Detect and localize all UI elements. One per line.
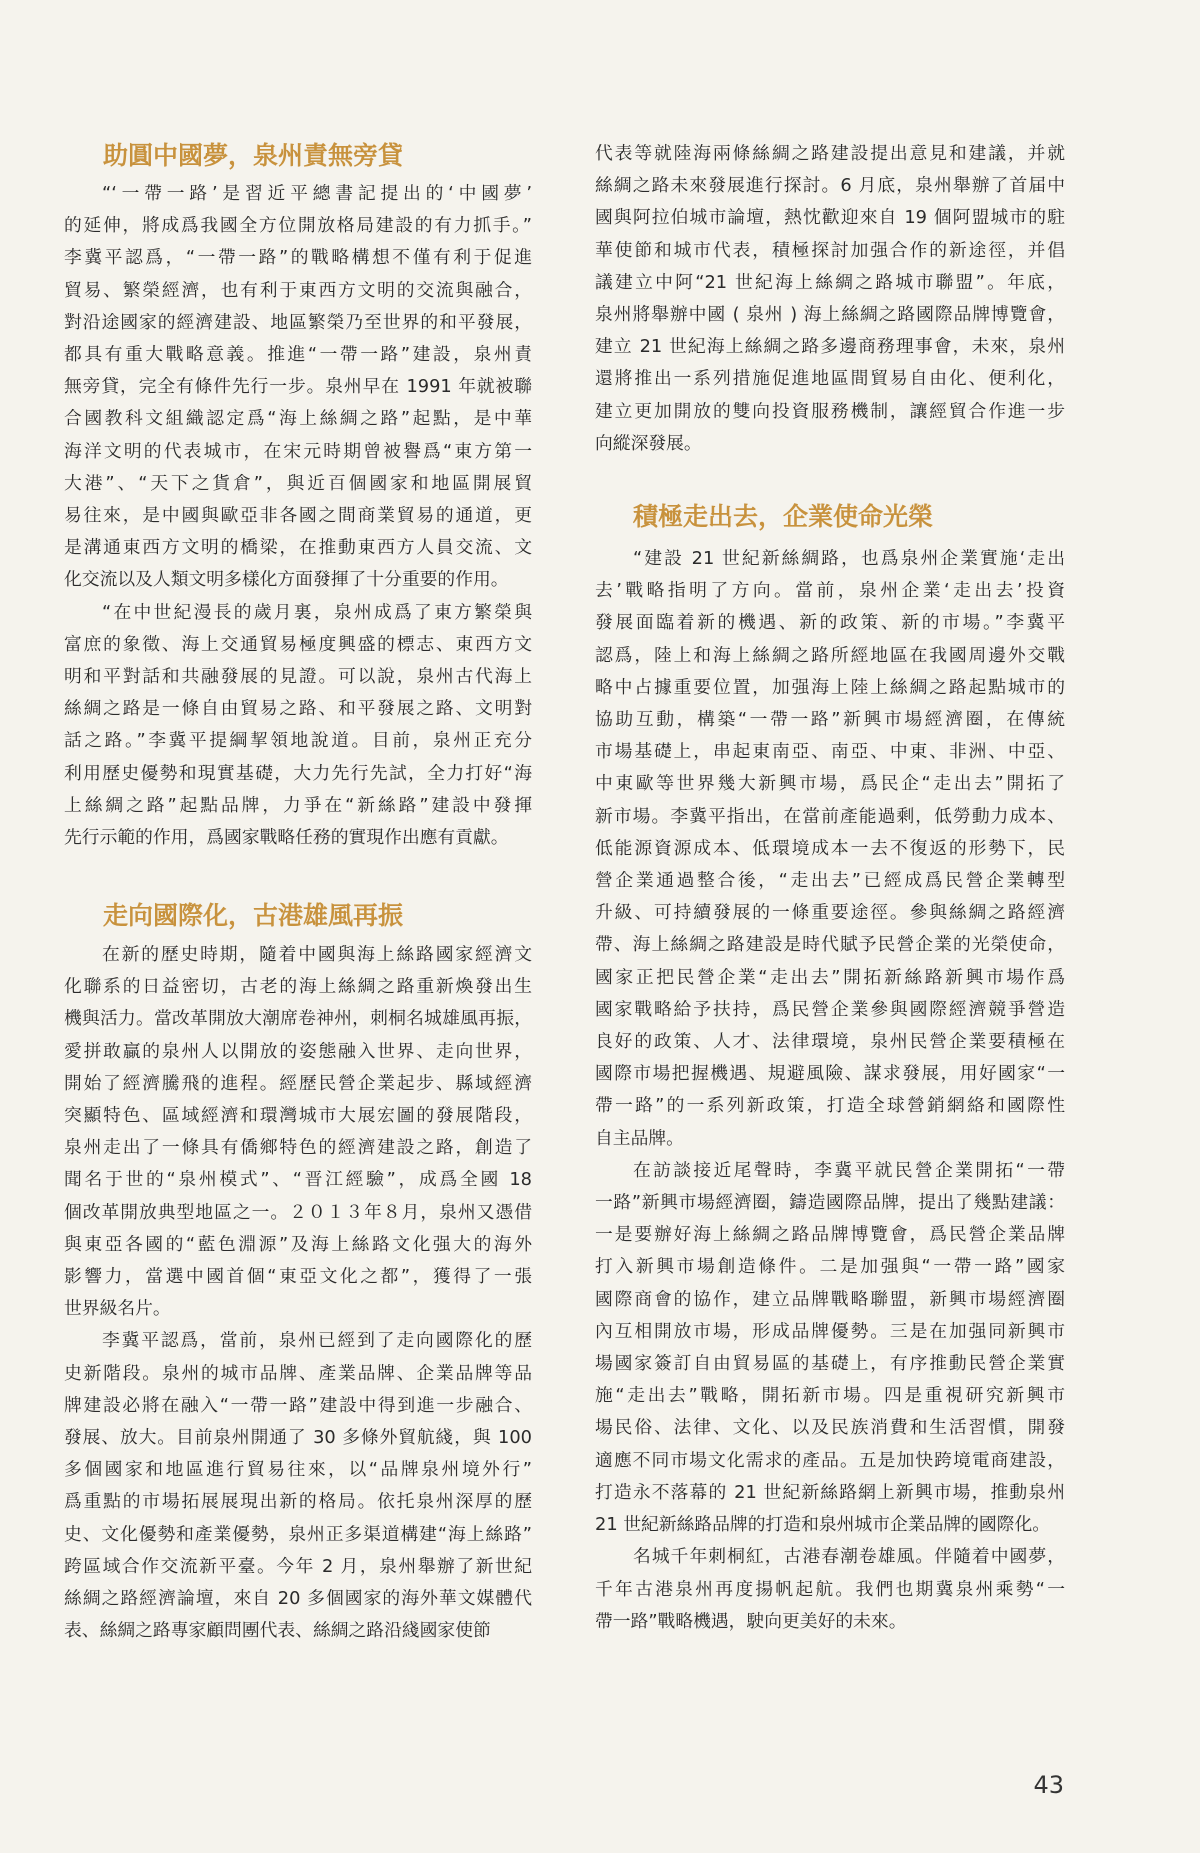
paragraph (595, 138, 1065, 460)
text-line: 愛拼敢贏的泉州人以開放的姿態融入世界、走向世界， (64, 1040, 532, 1062)
text-line: 的延伸，將成爲我國全方位開放格局建設的有力抓手。” (64, 215, 532, 237)
text-line: 升級、可持續發展的一條重要途徑。參與絲綢之路經濟 (595, 902, 1065, 924)
text-line: 華使節和城市代表，積極探討加强合作的新途徑，并倡 (595, 239, 1065, 261)
text-line: 千年古港泉州再度揚帆起航。我們也期冀泉州乘勢“一 (595, 1578, 1065, 1600)
paragraph (595, 1541, 1065, 1638)
text-line: 國際商會的協作，建立品牌戰略聯盟，新興市場經濟圈 (595, 1288, 1065, 1310)
text-line: 自主品牌。 (595, 1127, 684, 1149)
text-line: 營企業通過整合後，“走出去”已經成爲民營企業轉型 (595, 870, 1065, 892)
text-line: 良好的政策、人才、法律環境，泉州民營企業要積極在 (595, 1031, 1065, 1053)
text-line: 世界級名片。 (64, 1298, 171, 1320)
text-line: 建立更加開放的雙向投資服務機制，讓經貿合作進一步 (595, 400, 1065, 422)
text-line: 略中占據重要位置，加强海上陸上絲綢之路起點城市的 (595, 676, 1065, 698)
text-line: 在訪談接近尾聲時，李冀平就民營企業開拓“一帶 (633, 1159, 1065, 1181)
section-heading-1: 助圓中國夢，泉州責無旁貸 (103, 141, 404, 170)
text-line: 上絲綢之路”起點品牌，力爭在“新絲路”建設中發揮 (64, 794, 532, 816)
text-line: 泉州走出了一條具有僑鄉特色的經濟建設之路，創造了 (64, 1137, 532, 1159)
text-line: 史、文化優勢和產業優勢，泉州正多渠道構建“海上絲路” (64, 1523, 532, 1545)
paragraph (64, 178, 532, 597)
paragraph (595, 543, 1065, 1155)
text-line: 一路”新興市場經濟圈，鑄造國際品牌，提出了幾點建議： (595, 1192, 1065, 1214)
text-line: 多個國家和地區進行貿易往來，以“品牌泉州境外行” (64, 1459, 532, 1481)
text-line: 在新的歷史時期，隨着中國與海上絲路國家經濟文 (102, 944, 532, 965)
text-line: 去’戰略指明了方向。當前，泉州企業‘走出去’投資 (595, 580, 1065, 602)
text-line: 李冀平認爲，當前，泉州已經到了走向國際化的歷 (102, 1330, 532, 1352)
text-line: 帶、海上絲綢之路建設是時代賦予民營企業的光榮使命， (595, 934, 1065, 956)
text-line: “在中世紀漫長的歲月裏，泉州成爲了東方繁榮與 (102, 601, 532, 623)
text-line: 表、絲綢之路專家顧問團代表、絲綢之路沿綫國家使節 (64, 1620, 491, 1642)
right-column (595, 0, 1065, 1700)
text-line: 認爲，陸上和海上絲綢之路所經地區在我國周邊外交戰 (595, 644, 1065, 666)
text-line: 先行示範的作用，爲國家戰略任務的實現作出應有貢獻。 (64, 827, 509, 849)
text-line: 打入新興市場創造條件。二是加强與“一帶一路”國家 (595, 1256, 1065, 1278)
text-line: 中東歐等世界幾大新興市場，爲民企“走出去”開拓了 (595, 773, 1065, 795)
text-line: 施“走出去”戰略，開拓新市場。四是重視研究新興市 (595, 1385, 1065, 1407)
section-body-3 (595, 543, 1065, 1638)
text-line: 國與阿拉伯城市論壇，熱忱歡迎來自 19 個阿盟城市的駐 (595, 207, 1065, 229)
text-line: 場國家簽訂自由貿易區的基礎上，有序推動民營企業實 (595, 1353, 1065, 1375)
text-line: 化聯系的日益密切，古老的海上絲綢之路重新煥發出生 (64, 976, 532, 998)
text-line: 跨區域合作交流新平臺。今年 2 月，泉州舉辦了新世紀 (64, 1555, 532, 1577)
text-line: 場民俗、法律、文化、以及民族消費和生活習慣，開發 (595, 1417, 1065, 1439)
text-line: 海洋文明的代表城市，在宋元時期曾被譽爲“東方第一 (64, 440, 532, 462)
text-line: 一是要辦好海上絲綢之路品牌博覽會，爲民營企業品牌 (595, 1224, 1065, 1246)
page-number: 43 (1033, 1771, 1064, 1799)
text-line: 發展、放大。目前泉州開通了 30 多條外貿航綫，與 100 (64, 1427, 532, 1449)
text-line: 史新階段。泉州的城市品牌、產業品牌、企業品牌等品 (64, 1362, 532, 1384)
left-column (64, 0, 532, 1700)
text-line: 無旁貸，完全有條件先行一步。泉州早在 1991 年就被聯 (64, 376, 532, 398)
text-line: 新市場。李冀平指出，在當前產能過剩，低勞動力成本、 (595, 805, 1065, 827)
text-line: 絲綢之路未來發展進行探討。6 月底，泉州舉辦了首届中 (595, 175, 1065, 197)
text-line: 大港”、“天下之貨倉”，與近百個國家和地區開展貿 (64, 472, 532, 494)
text-line: 絲綢之路經濟論壇，來自 20 多個國家的海外華文媒體代 (64, 1588, 532, 1610)
text-line: 影響力，當選中國首個“東亞文化之都”，獲得了一張 (64, 1266, 532, 1288)
text-line: 都具有重大戰略意義。推進“一帶一路”建設，泉州責 (64, 344, 532, 366)
text-line: 利用歷史優勢和現實基礎，大力先行先試，全力打好“海 (64, 762, 532, 784)
section-heading-2: 走向國際化，古港雄風再振 (103, 901, 404, 930)
text-line: 貿易、繁榮經濟，也有利于東西方文明的交流與融合， (64, 279, 532, 301)
continued-body (595, 138, 1065, 460)
text-line: 合國教科文組織認定爲“海上絲綢之路”起點，是中華 (64, 408, 532, 430)
text-line: 與東亞各國的“藍色淵源”及海上絲路文化强大的海外 (64, 1233, 532, 1255)
paragraph (595, 1155, 1065, 1541)
text-line: 易往來，是中國與歐亞非各國之間商業貿易的通道，更 (64, 505, 532, 527)
text-line: 聞名于世的“泉州模式”、“晋江經驗”，成爲全國 18 (64, 1169, 532, 1191)
text-line: 適應不同市場文化需求的產品。五是加快跨境電商建設， (595, 1449, 1065, 1471)
text-line: 化交流以及人類文明多樣化方面發揮了十分重要的作用。 (64, 569, 509, 591)
text-line: 國際市場把握機遇、規避風險、謀求發展，用好國家“一 (595, 1063, 1065, 1085)
text-line: 絲綢之路是一條自由貿易之路、和平發展之路、文明對 (64, 698, 532, 720)
text-line: 建立 21 世紀海上絲綢之路多邊商務理事會，未來，泉州 (595, 336, 1065, 358)
text-line: 爲重點的市場拓展展現出新的格局。依托泉州深厚的歷 (64, 1491, 532, 1513)
text-line: 低能源資源成本、低環境成本一去不復返的形勢下，民 (595, 837, 1065, 859)
text-line: 突顯特色、區域經濟和環灣城市大展宏圖的發展階段， (64, 1105, 532, 1127)
text-line: 帶一路”戰略機遇，駛向更美好的未來。 (595, 1610, 907, 1632)
text-line: 富庶的象徵、海上交通貿易極度興盛的標志、東西方文 (64, 633, 532, 655)
text-line: 代表等就陸海兩條絲綢之路建設提出意見和建議，并就 (595, 143, 1065, 164)
paragraph (64, 939, 532, 1325)
section-body-2 (64, 939, 532, 1647)
text-line: 對沿途國家的經濟建設、地區繁榮乃至世界的和平發展， (64, 311, 532, 333)
paragraph (64, 597, 532, 855)
text-line: 國家正把民營企業“走出去”開拓新絲路新興市場作爲 (595, 966, 1065, 988)
text-line: 向縱深發展。 (595, 432, 702, 454)
text-line: 還將推出一系列措施促進地區間貿易自由化、便利化， (595, 368, 1065, 390)
text-line: 開始了經濟騰飛的進程。經歷民營企業起步、縣域經濟 (64, 1072, 532, 1094)
text-line: 打造永不落幕的 21 世紀新絲路網上新興市場，推動泉州 (595, 1481, 1065, 1503)
text-line: 是溝通東西方文明的橋梁，在推動東西方人員交流、文 (64, 537, 532, 559)
text-line: “建設 21 世紀新絲綢路，也爲泉州企業實施‘走出 (633, 548, 1065, 569)
section-heading-3: 積極走出去，企業使命光榮 (633, 502, 934, 531)
text-line: 發展面臨着新的機遇、新的政策、新的市場。”李冀平 (595, 612, 1065, 634)
text-line: 個改革開放典型地區之一。２０１３年８月，泉州又憑借 (64, 1201, 532, 1223)
text-line: “‘一帶一路’是習近平總書記提出的‘中國夢’ (102, 183, 532, 204)
text-line: 名城千年刺桐紅，古港春潮卷雄風。伴隨着中國夢， (633, 1546, 1065, 1568)
text-line: 李冀平認爲，“一帶一路”的戰略構想不僅有利于促進 (64, 247, 532, 269)
text-line: 話之路。”李冀平提綱挈領地說道。目前，泉州正充分 (64, 730, 532, 752)
text-line: 帶一路”的一系列新政策，打造全球營銷網絡和國際性 (595, 1095, 1065, 1117)
text-line: 國家戰略給予扶持，爲民營企業參與國際經濟競爭營造 (595, 998, 1065, 1020)
text-line: 泉州將舉辦中國 ( 泉州 ) 海上絲綢之路國際品牌博覽會， (595, 304, 1065, 326)
paragraph (64, 1325, 532, 1647)
text-line: 明和平對話和共融發展的見證。可以說，泉州古代海上 (64, 666, 532, 688)
section-body-1 (64, 178, 532, 854)
text-line: 21 世紀新絲路品牌的打造和泉州城市企業品牌的國際化。 (595, 1514, 1051, 1536)
text-line: 協助互動，構築“一帶一路”新興市場經濟圈，在傳統 (595, 709, 1065, 731)
text-line: 議建立中阿“21 世紀海上絲綢之路城市聯盟”。年底， (595, 271, 1065, 293)
text-line: 機與活力。當改革開放大潮席卷神州，刺桐名城雄風再振， (64, 1008, 532, 1030)
text-line: 內互相開放市場，形成品牌優勢。三是在加强同新興市 (595, 1320, 1065, 1342)
text-line: 牌建設必將在融入“一帶一路”建設中得到進一步融合、 (64, 1394, 532, 1416)
text-line: 市場基礎上，串起東南亞、南亞、中東、非洲、中亞、 (595, 741, 1065, 763)
